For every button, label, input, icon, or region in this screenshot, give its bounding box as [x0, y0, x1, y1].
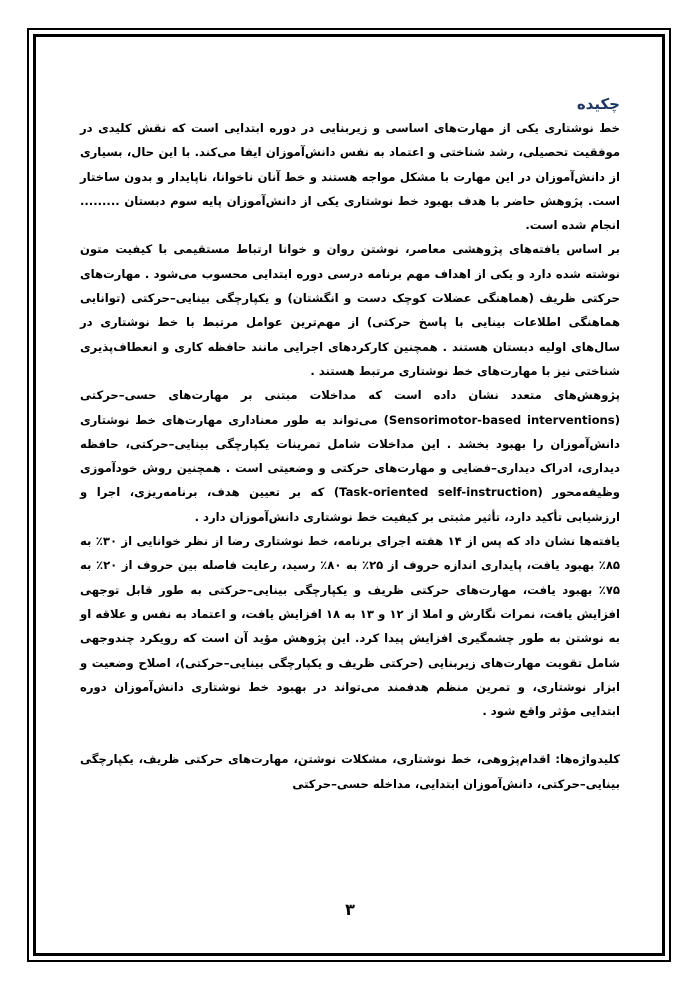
abstract-paragraph-3: پژوهش‌های متعدد نشان داده است که مداخلات مبتنی بر مهارت‌های حسی–حرکتی (Sensorimotor-based interventions) می‌تواند به طور معناداری مهارت‌های خط نوشتاری دانش‌آموزان را بهبود بخشد . این مداخلات شامل تمرینات یکپارچگی بینایی–حرکتی، حافظه دیداری، ادراک دیداری–فضایی و مهارت‌های حرکتی و وضعیتی است . همچنین روش خودآموزی وظیفه‌محور (Task-oriented self-instruction) که بر تعیین هدف، برنامه‌ریزی، اجرا و ارزشیابی تأکید دارد، تأثیر مثبتی بر کیفیت خط نوشتاری دانش‌آموزان دارد . — [80, 388, 621, 524]
abstract-paragraph-1: خط نوشتاری یکی از مهارت‌های اساسی و زیربنایی در دوره ابتدایی است که نقش کلیدی در موفقیت تحصیلی، رشد شناختی و اعتماد به نفس دانش‌آموزان ایفا می‌کند. با این حال، بسیاری از دانش‌آموزان در این مهارت با مشکل مواجه هستند و خط آنان ناخوانا، ناپایدار و بدون ساختار است. پژوهش حاضر با هدف بهبود خط نوشتاری یکی از دانش‌آموزان پایه سوم دبستان ......... انجام شده است. — [80, 121, 620, 233]
abstract-paragraph-2: بر اساس یافته‌های پژوهشی معاصر، نوشتن روان و خوانا ارتباط مستقیمی با کیفیت متون نوشته شده دارد و یکی از اهداف مهم برنامه درسی دوره ابتدایی محسوب می‌شود . مهارت‌های حرکتی ظریف (هماهنگی عضلات کوچک دست و انگشتان) و یکپارچگی بینایی–حرکتی (توانایی هماهنگی اطلاعات بینایی با پاسخ حرکتی) از مهم‌ترین عوامل مرتبط با خط نوشتاری در سال‌های اولیه دبستان هستند . همچنین کارکردهای اجرایی مانند حافظه کاری و انعطاف‌پذیری شناختی نیز با مهارت‌های خط نوشتاری مرتبط هستند . — [80, 242, 620, 378]
abstract-section — [80, 92, 620, 796]
abstract-paragraph-4: یافته‌ها نشان داد که پس از ۱۴ هفته اجرای برنامه، خط نوشتاری رضا از نظر خوانایی از ۳۰٪ به ۸۵٪ بهبود یافت، پایداری اندازه حروف از ۲۵٪ به ۸۰٪ رسید، رعایت فاصله بین حروف از ۲۰٪ به ۷۵٪ بهبود یافت، مهارت‌های حرکتی ظریف و یکپارچگی بینایی–حرکتی به طور قابل توجهی افزایش یافت، نمرات نگارش و املا از ۱۲ و ۱۳ به ۱۸ افزایش یافت، و اعتماد به نفس و علاقه او به نوشتن به طور چشمگیری افزایش پیدا کرد. این پژوهش مؤید آن است که رویکرد چندوجهی شامل تقویت مهارت‌های زیربنایی (حرکتی ظریف و یکپارچگی بینایی–حرکتی)، اصلاح وضعیت و ابزار نوشتاری، و تمرین منظم هدفمند می‌تواند در بهبود خط نوشتاری دانش‌آموزان دوره ابتدایی مؤثر واقع شود . — [80, 534, 621, 719]
spacer — [80, 723, 620, 747]
abstract-heading: چکیده — [576, 95, 620, 113]
keywords: کلیدواژه‌ها: اقدام‌پژوهی، خط نوشتاری، مشکلات نوشتن، مهارت‌های حرکتی ظریف، یکپارچگی بینایی–حرکتی، دانش‌آموزان ابتدایی، مداخله حسی–حرکتی — [80, 752, 620, 791]
page-number: ۳ — [345, 900, 355, 919]
